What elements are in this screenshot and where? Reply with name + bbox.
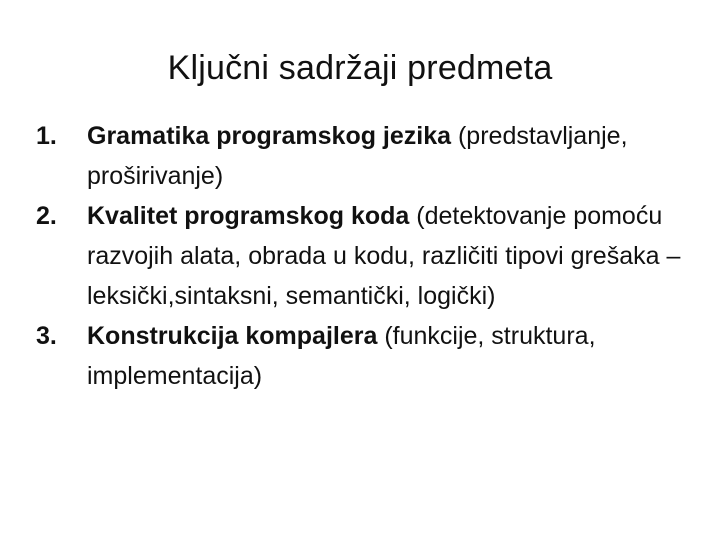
list-item-heading: Kvalitet programskog koda [87, 202, 417, 230]
list-item-grammar [36, 116, 696, 196]
list-item-number: 3. [36, 322, 57, 350]
list-item-detail: (detektovanje pomoću razvojih alata, obrada u kodu, različiti tipovi grešaka – leksički,sintaksni, semantički, logički) [87, 202, 681, 310]
slide-title: Ključni sadržaji predmeta [167, 49, 553, 87]
topic-list [36, 116, 696, 396]
list-item-number: 2. [36, 202, 57, 230]
list-item-number: 1. [36, 122, 57, 150]
list-item-heading: Gramatika programskog jezika [87, 122, 458, 150]
list-item-detail: (funkcije, struktura, implementacija) [87, 322, 596, 390]
list-item-code-quality [36, 196, 696, 316]
list-item-heading: Konstrukcija kompajlera [87, 322, 385, 350]
list-item-detail: (predstavljanje, proširivanje) [87, 122, 628, 190]
list-item-compiler [36, 316, 696, 396]
